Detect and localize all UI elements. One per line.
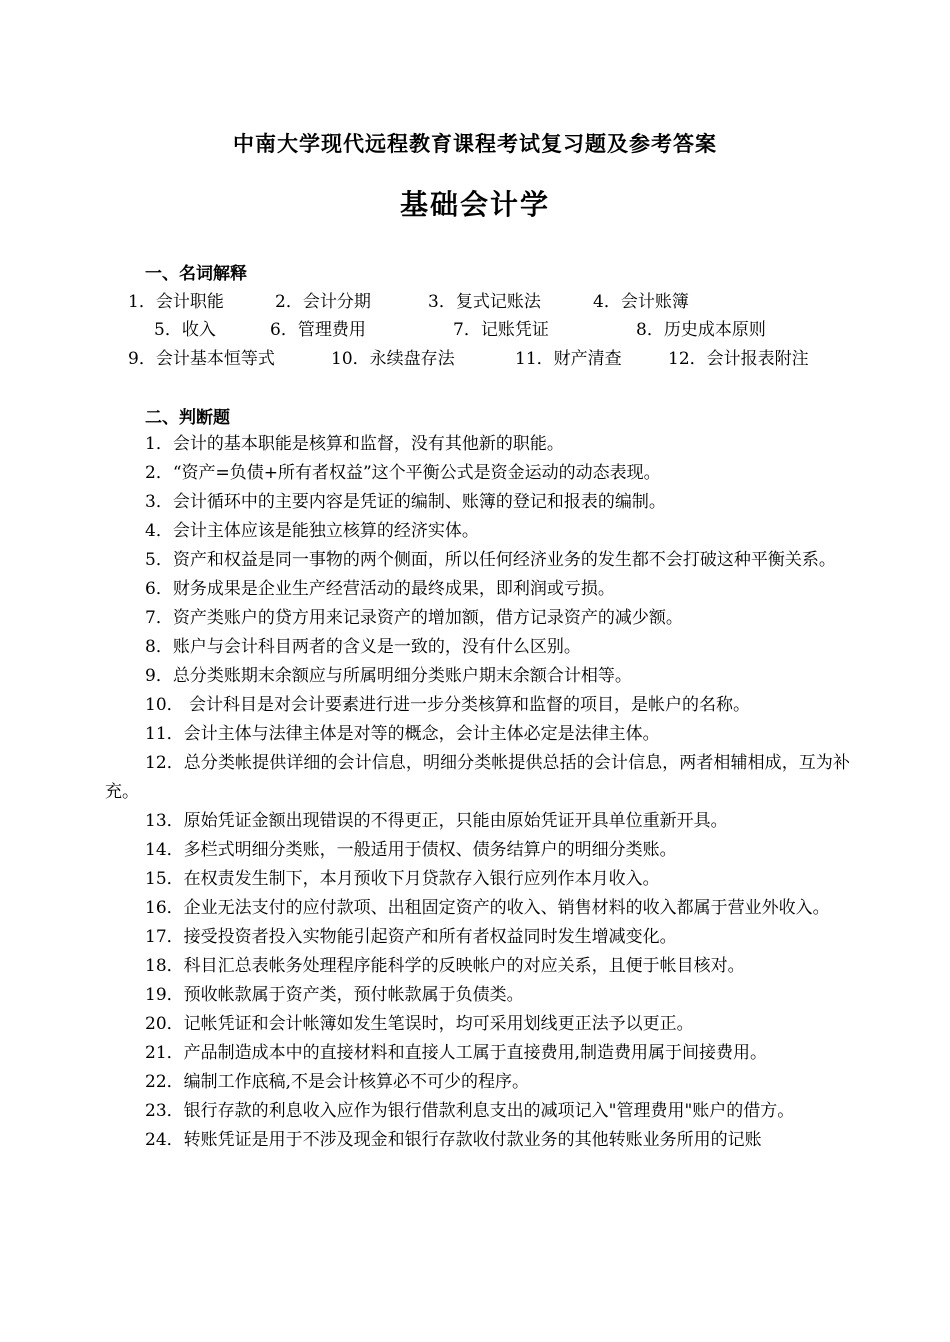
list-item: 10． 会计科目是对会计要素进行进一步分类核算和监督的项目，是帐户的名称。 [145, 695, 751, 715]
list-item: 17．接受投资者投入实物能引起资产和所有者权益同时发生增减变化。 [145, 927, 677, 947]
list-item: 1．会计的基本职能是核算和监督，没有其他新的职能。 [145, 434, 564, 454]
list-item: 22．编制工作底稿,不是会计核算必不可少的程序。 [145, 1072, 530, 1092]
list-item: 8．账户与会计科目两者的含义是一致的，没有什么区别。 [145, 637, 581, 657]
term-item: 2．会计分期 [275, 292, 371, 312]
list-item: 11．会计主体与法律主体是对等的概念，会计主体必定是法律主体。 [145, 724, 660, 744]
list-item: 6．财务成果是企业生产经营活动的最终成果，即利润或亏损。 [145, 579, 615, 599]
term-item: 11．财产清查 [515, 349, 622, 369]
course-title: 基础会计学 [399, 188, 550, 221]
list-item: 24．转账凭证是用于不涉及现金和银行存款收付款业务的其他转账业务所用的记账 [145, 1130, 762, 1150]
list-item: 2．“资产=负债+所有者权益”这个平衡公式是资金运动的动态表现。 [145, 463, 661, 483]
term-item: 3．复式记账法 [428, 292, 541, 312]
list-item: 14．多栏式明细分类账，一般适用于债权、债务结算户的明细分类账。 [145, 840, 677, 860]
term-item: 12．会计报表附注 [668, 349, 809, 369]
list-item: 5．资产和权益是同一事物的两个侧面，所以任何经济业务的发生都不会打破这种平衡关系。 [145, 550, 836, 570]
institution-title: 中南大学现代远程教育课程考试复习题及参考答案 [233, 132, 717, 156]
list-item: 13．原始凭证金额出现错误的不得更正，只能由原始凭证开具单位重新开具。 [145, 811, 728, 831]
term-item: 5．收入 [154, 320, 216, 340]
term-row [0, 287, 950, 315]
list-item: 12．总分类帐提供详细的会计信息，明细分类帐提供总括的会计信息，两者相辅相成，互为补充。 [105, 753, 850, 802]
judgement-list [105, 430, 850, 1155]
list-item: 3．会计循环中的主要内容是凭证的编制、账簿的登记和报表的编制。 [145, 492, 666, 512]
list-item: 15．在权责发生制下，本月预收下月贷款存入银行应列作本月收入。 [145, 869, 660, 889]
list-item: 9．总分类账期末余额应与所属明细分类账户期末余额合计相等。 [145, 666, 632, 686]
term-item: 8．历史成本原则 [636, 320, 766, 340]
term-item: 10．永续盘存法 [331, 349, 455, 369]
list-item: 18．科目汇总表帐务处理程序能科学的反映帐户的对应关系，且便于帐目核对。 [145, 956, 745, 976]
term-item: 6．管理费用 [270, 320, 366, 340]
list-item: 23．银行存款的利息收入应作为银行借款利息支出的减项记入"管理费用"账户的借方。 [145, 1101, 795, 1121]
list-item: 20．记帐凭证和会计帐簿如发生笔误时，均可采用划线更正法予以更正。 [145, 1014, 694, 1034]
list-item: 21．产品制造成本中的直接材料和直接人工属于直接费用,制造费用属于间接费用。 [145, 1043, 768, 1063]
list-item: 19．预收帐款属于资产类，预付帐款属于负债类。 [145, 985, 524, 1005]
list-item: 4．会计主体应该是能独立核算的经济实体。 [145, 521, 479, 541]
section-terms-heading: 一、名词解释 [145, 264, 247, 284]
list-item: 16．企业无法支付的应付款项、出租固定资产的收入、销售材料的收入都属于营业外收入。 [145, 898, 830, 918]
list-item: 7．资产类账户的贷方用来记录资产的增加额，借方记录资产的减少额。 [145, 608, 683, 628]
term-item: 1．会计职能 [128, 292, 224, 312]
term-item: 7．记账凭证 [453, 320, 549, 340]
term-row [0, 315, 950, 343]
term-item: 9．会计基本恒等式 [128, 349, 275, 369]
term-row [0, 344, 950, 372]
section-judgement-heading: 二、判断题 [145, 408, 230, 428]
term-item: 4．会计账簿 [593, 292, 689, 312]
